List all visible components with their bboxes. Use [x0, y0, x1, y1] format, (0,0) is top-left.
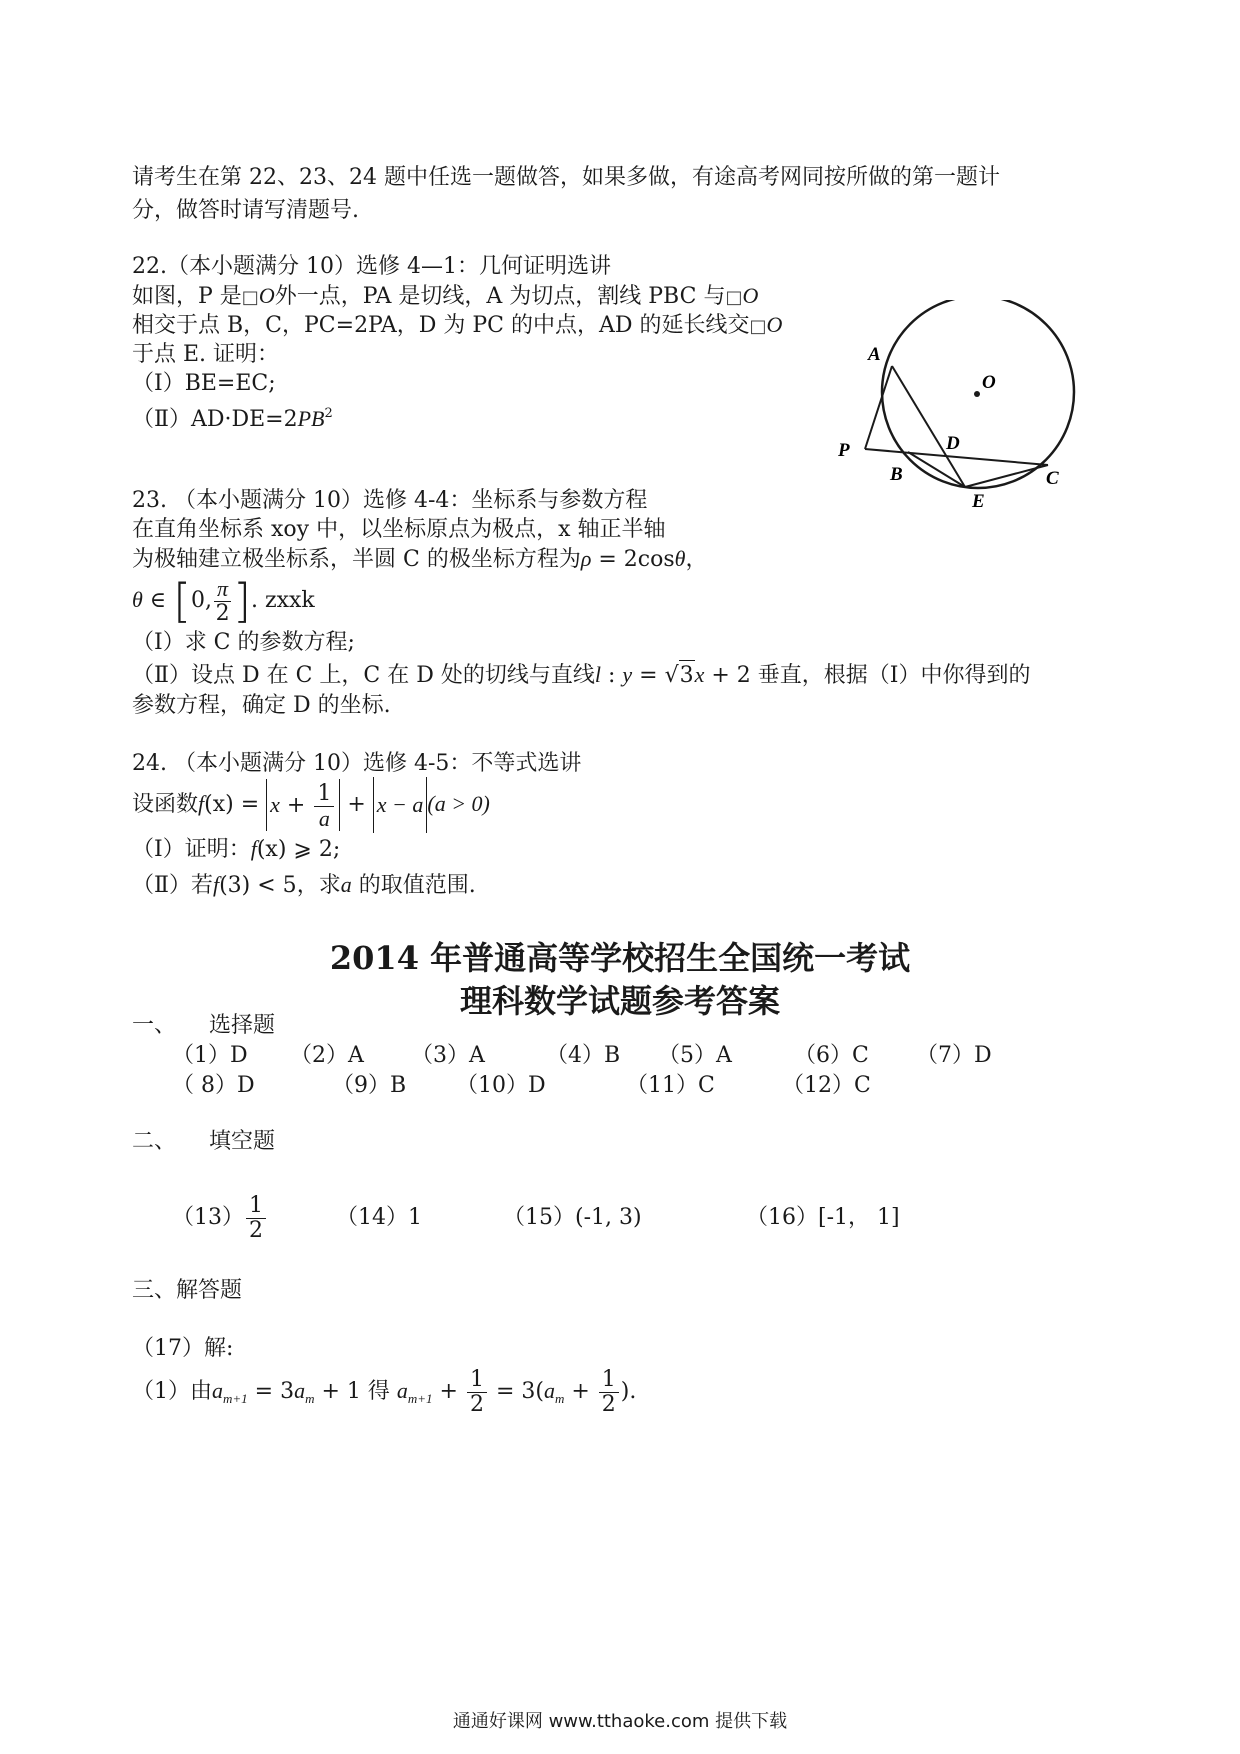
q24-abs-x: x — [270, 792, 280, 817]
intro-line-2: 分，做答时请写清题号. — [132, 198, 359, 223]
q22-l1-o: O — [258, 283, 275, 308]
q22-l1-box: □ — [241, 287, 259, 308]
q24-l1-plus: + — [340, 792, 373, 817]
s17-a4: a — [543, 1378, 555, 1403]
q24-p2-3: (3) < 5 — [219, 873, 297, 898]
choice-answer-9: （9）B — [332, 1073, 407, 1098]
q24-l1-x: (x) = — [204, 792, 267, 817]
q22-l1-o2: O — [742, 283, 759, 308]
q23-l3-theta: θ — [132, 587, 143, 612]
q23-line-2 — [132, 544, 708, 575]
q23-p2-x: x — [694, 662, 705, 687]
label-o: O — [982, 372, 996, 393]
fill-answer-15: （15）(-1, 3) — [503, 1205, 642, 1230]
section-1-heading: 一、 选择题 — [132, 1013, 276, 1038]
q24-p2-a: a — [340, 872, 352, 897]
choice-answer-12: （12）C — [782, 1073, 871, 1098]
q24-part-2 — [132, 870, 476, 901]
q23-l2-theta: θ — [674, 546, 686, 571]
answers-title-1: 2014 年普通高等学校招生全国统一考试 — [329, 939, 911, 977]
q23-line-3 — [132, 572, 315, 632]
choice-answer-6: （6）C — [794, 1043, 869, 1068]
q23-l2-text: 为极轴建立极坐标系，半圆 C 的极坐标方程为 — [132, 547, 581, 572]
q22-l2-text: 相交于点 B，C，PC=2PA，D 为 PC 的中点，AD 的延长线交 — [132, 313, 750, 338]
fill-13-frac — [246, 1194, 266, 1243]
q22-title: 22.（本小题满分 10）选修 4—1：几何证明选讲 — [132, 254, 611, 279]
fill-answer-16: （16）[-1， 1] — [746, 1205, 900, 1230]
choice-answer-7: （7）D — [916, 1043, 992, 1068]
q23-p2-eq: = — [632, 663, 665, 688]
label-e: E — [972, 491, 985, 512]
q23-l2-eq: = 2cos — [591, 547, 675, 572]
q22-p2-square: 2 — [324, 406, 333, 421]
q23-part-2 — [132, 660, 1030, 691]
q24-l1-f: f — [198, 791, 205, 816]
q23-p2-plus: + 2 — [704, 663, 751, 688]
s17-eq2: = 3( — [488, 1379, 544, 1404]
section-3-heading: 三、解答题 — [132, 1278, 243, 1303]
choice-answer-2: （2）A — [290, 1043, 364, 1068]
label-a: A — [868, 344, 881, 365]
s17-half-1-num: 1 — [467, 1368, 487, 1393]
q23-l3-tail: . zxxk — [251, 588, 315, 613]
choice-answer-8: （ 8）D — [172, 1073, 255, 1098]
s17-a2: a — [294, 1378, 306, 1403]
q22-line-2 — [132, 310, 782, 342]
q24-p2-f: f — [212, 872, 220, 897]
q24-frac-den: a — [318, 805, 330, 831]
s17-half-1 — [467, 1368, 487, 1417]
label-p: P — [838, 440, 850, 461]
q24-p2-text-b: ，求 — [296, 873, 341, 898]
q23-p2-y: y — [622, 662, 633, 687]
geometry-figure — [820, 300, 1100, 530]
q23-l3-frac — [214, 577, 231, 626]
choice-answer-11: （11）C — [626, 1073, 715, 1098]
label-d: D — [946, 433, 960, 454]
q22-l1-text-a: 如图，P 是 — [132, 284, 242, 309]
q24-p1-ge: ⩾ 2; — [286, 837, 341, 862]
fill-answer-14: （14）1 — [336, 1205, 422, 1230]
q24-p2-text-a: （Ⅱ）若 — [132, 873, 213, 898]
q24-p1-text: （Ⅰ）证明： — [132, 837, 251, 862]
q22-l1-text-b: 外一点，PA 是切线，A 为切点，割线 PBC 与 — [274, 284, 726, 309]
choice-answer-5: （5）A — [658, 1043, 732, 1068]
solution-17-step-1 — [132, 1363, 636, 1427]
s17-half-2-den: 2 — [601, 1391, 616, 1417]
q22-line-1 — [132, 281, 758, 313]
q23-l2-rho: ρ — [580, 546, 592, 571]
q24-part-1 — [132, 834, 340, 865]
q24-title: 24. （本小题满分 10）选修 4-5：不等式选讲 — [132, 751, 582, 776]
q24-frac — [314, 782, 334, 831]
q24-p2-text-c: 的取值范围. — [351, 873, 476, 898]
q23-part-2-cont: 参数方程，确定 D 的坐标. — [132, 693, 391, 718]
s17-a3: a — [396, 1378, 408, 1403]
q24-l1-cond: (a > 0) — [427, 791, 490, 816]
choice-answer-1: （1）D — [172, 1043, 248, 1068]
intro-line-1: 请考生在第 22、23、24 题中任选一题做答，如果多做，有途高考网同按所做的第一题计 — [132, 165, 1000, 190]
q22-l2-box: □ — [749, 316, 767, 337]
q23-l3-zero: 0, — [191, 588, 213, 613]
s17-plus2: + — [564, 1379, 597, 1404]
q23-p2-text-b: 垂直，根据（Ⅰ）中你得到的 — [750, 663, 1031, 688]
s17-a1: a — [212, 1378, 223, 1403]
q23-l3-open: [ — [173, 574, 192, 628]
s17-eq1: = 3 — [247, 1379, 295, 1404]
s17-p1: + 1 得 — [314, 1379, 397, 1404]
q23-l3-pi: π — [214, 577, 231, 602]
fill-answer-13 — [172, 1190, 268, 1246]
s17-m3: m+1 — [407, 1391, 433, 1406]
q22-line-3: 于点 E. 证明： — [132, 342, 280, 367]
s17-m1: m+1 — [223, 1391, 248, 1406]
fill-13-num: 1 — [246, 1194, 266, 1219]
q23-p2-text-a: （Ⅱ）设点 D 在 C 上，C 在 D 处的切线与直线 — [132, 663, 595, 688]
choice-answer-10: （10）D — [456, 1073, 546, 1098]
q24-l1-text: 设函数 — [132, 792, 199, 817]
s17-plus: + — [432, 1379, 465, 1404]
q23-l3-two: 2 — [215, 600, 230, 626]
choice-answer-3: （3）A — [411, 1043, 485, 1068]
s17-m4: m — [554, 1391, 565, 1406]
s17-text: （1）由 — [132, 1379, 212, 1404]
q23-p2-three: 3 — [679, 660, 695, 691]
q23-l3-close: ] — [233, 574, 252, 628]
q22-p2-text: （Ⅱ）AD·DE=2 — [132, 407, 298, 432]
q23-part-1: （Ⅰ）求 C 的参数方程; — [132, 630, 355, 655]
q22-p2-pb: PB — [297, 406, 325, 431]
q24-abs-1 — [266, 779, 340, 831]
answers-title-2: 理科数学试题参考答案 — [459, 982, 780, 1020]
q23-line-1: 在直角坐标系 xoy 中，以坐标原点为极点，x 轴正半轴 — [132, 517, 666, 542]
q24-abs-plus: + — [279, 793, 313, 818]
q23-title: 23. （本小题满分 10）选修 4-4：坐标系与参数方程 — [132, 488, 648, 513]
q24-frac-num: 1 — [314, 782, 334, 807]
q24-abs-2: x − a — [373, 777, 428, 833]
fill-13-den: 2 — [249, 1217, 263, 1243]
s17-half-2-num: 1 — [599, 1368, 619, 1393]
section-2-heading: 二、 填空题 — [132, 1129, 276, 1154]
q22-part-2 — [132, 399, 333, 435]
center-o-dot — [974, 391, 980, 397]
s17-half-1-den: 2 — [469, 1391, 484, 1417]
s17-m2: m — [305, 1391, 315, 1406]
choice-answer-4: （4）B — [546, 1043, 621, 1068]
q24-p1-f: f — [250, 836, 257, 861]
q22-l2-o: O — [766, 312, 783, 337]
line-ae — [892, 366, 965, 487]
s17-end: ). — [620, 1379, 637, 1404]
q23-p2-l: l — [594, 662, 601, 687]
q22-l1-box2: □ — [725, 287, 743, 308]
label-c: C — [1046, 468, 1059, 489]
solution-17-label: （17）解: — [132, 1336, 234, 1361]
q24-p1-x: (x) — [256, 837, 287, 862]
line-pa — [865, 366, 892, 449]
s17-half-2 — [599, 1368, 619, 1417]
q23-p2-sqrt: √ — [664, 663, 679, 688]
q23-p2-colon: : — [600, 663, 623, 688]
q24-line-1 — [132, 776, 490, 832]
fill-13-label: （13） — [172, 1205, 244, 1230]
q23-l2-comma: ， — [685, 547, 708, 572]
q22-part-1: （Ⅰ）BE=EC; — [132, 371, 276, 396]
q23-l3-in: ∈ — [142, 588, 174, 613]
footer-source: 通通好课网 www.tthaoke.com 提供下载 — [452, 1711, 788, 1732]
label-b: B — [890, 464, 903, 485]
